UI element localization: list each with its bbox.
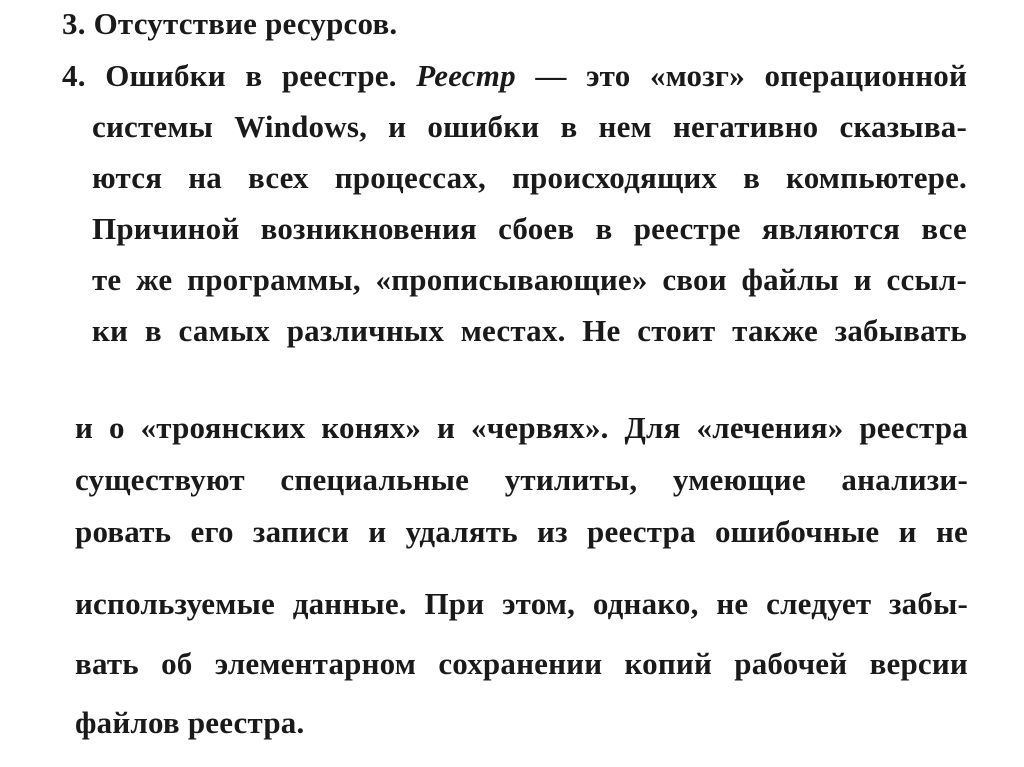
continuation-line-2: существуют специальные утилиты, умеющие анализи- (75, 462, 968, 497)
list-number: 3. (62, 6, 86, 41)
list-item-text: Отсутствие ресурсов. (93, 6, 398, 41)
list-item-4-line-3: ются на всех процессах, происходящих в компьютере. (92, 160, 967, 195)
list-item-lead: Ошибки в реестре. (105, 58, 397, 93)
list-item-4-line-6: ки в самых различных местах. Не стоит также забывать (92, 313, 967, 348)
continuation-line-1: и о «троянских конях» и «червях». Для «лечения» реестра (75, 410, 968, 445)
continuation-line-4: используемые данные. При этом, однако, не следует забы- (75, 586, 968, 621)
text-line: — это «мозг» операционной (535, 58, 968, 93)
list-item-4-line-2: системы Windows, и ошибки в нем негативно сказыва- (92, 109, 967, 144)
list-number: 4. (62, 58, 86, 93)
list-item-4-line-5: те же программы, «прописывающие» свои файлы и ссыл- (92, 262, 967, 297)
continuation-line-5: вать об элементарном сохранении копий рабочей версии (75, 646, 968, 681)
list-item-4-line-4: Причиной возникновения сбоев в реестре являются все (92, 211, 967, 246)
list-item-3 (62, 4, 397, 44)
list-item-4-line-1 (62, 56, 967, 96)
term-italic: Реестр (416, 58, 516, 93)
continuation-line-3: ровать его записи и удалять из реестра ошибочные и не (75, 514, 968, 549)
continuation-line-6: файлов реестра. (75, 705, 305, 740)
